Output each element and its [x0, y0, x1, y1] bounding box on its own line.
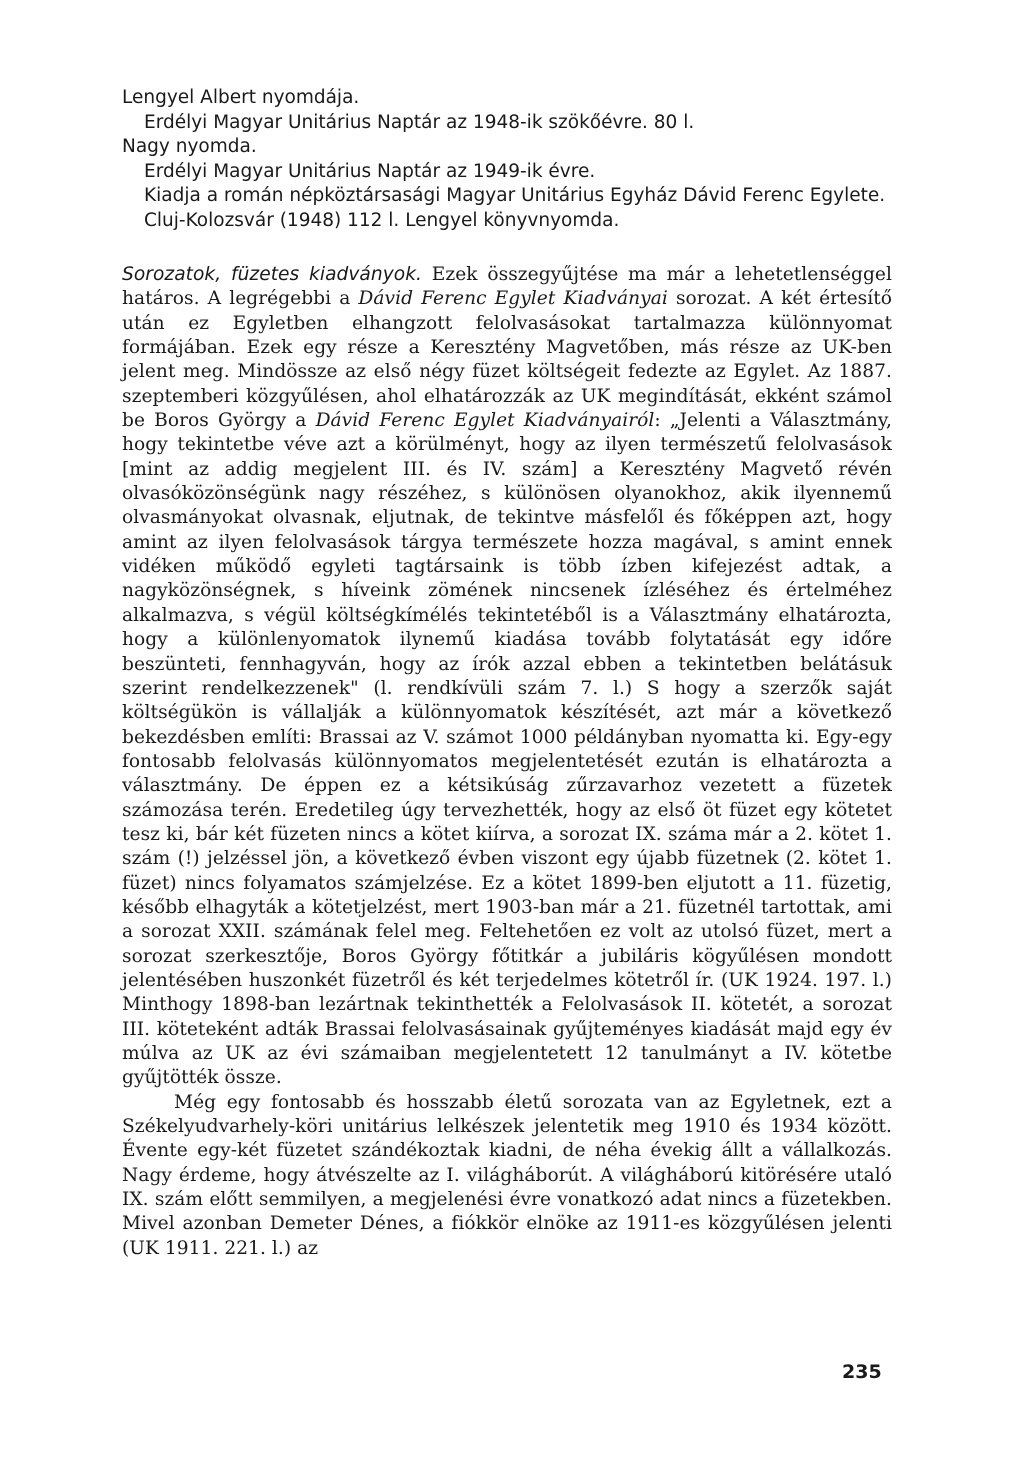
- section-heading: Sorozatok, füzetes kiadványok.: [122, 264, 422, 285]
- publisher-name: Nagy nyomda.: [122, 136, 257, 157]
- bibliography-entry: [122, 135, 892, 233]
- paragraph-text: : „Jelenti a Választmány, hogy tekintetbe véve azt a körülményt, hogy az ilyen természetű felolvasások [mint az addig megjelent III. és IV. szám] a Keresztény Magvető révén olvasóközönségünk nagy részéhez, s különösen olyanokhoz, akik ilyennemű olvasmányokat olvasnak, eljutnak, de tekintve másfelől és főképpen azt, hogy amint az ilyen felolvasások tárgya természete hozza magával, s amint ennek vidéken működő egyleti tagtársaink is több ízben kifejezést adtak, a nagyközönségnek, s híveink zömének nincsenek ízléséhez és értelméhez alkalmazva, s végül költségkímélés tekintetéből is a Választmány elhatározta, hogy a különlenyomatok ilynemű kiadása tovább folytatását egy időre beszünteti, fennhagyván, hogy az írók azzal ebben a tekintetben belátásuk szerint rendelkezzenek" (l. rendkívüli szám 7. l.) S hogy a szerzők saját költségükön is vállalják a különnyomatok készítését, azt már a következő bekezdésben említi: Brassai az V. számot 1000 példányban nyomatta ki. Egy-egy fontosabb felolvasás különnyomatos megjelentetését ezután is elhatározta a választmány. De éppen ez a kétsikúság zűrzavarhoz vezetett a füzetek számozása terén. Eredetileg úgy tervezhették, hogy az első öt füzet egy kötetet tesz ki, bár két füzeten nincs a kötet kiírva, a sorozat IX. száma már a 2. kötet 1. szám (!) jelzéssel jön, a következő évben viszont egy újabb füzetnek (2. kötet 1. füzet) nincs folyamatos számjelzése. Ez a kötet 1899-ben eljutott a 11. füzetig, később elhagyták a kötetjelzést, mert 1903-ban már a 21. füzetnél tartottak, ami a sorozat XXII. számának felel meg. Feltehetően ez volt az utolsó füzet, mert a sorozat szerkesztője, Boros György főtitkár a jubiláris kögyűlésen mondott jelentésében huszonkét füzetről és két terjedelmes kötetről ír. (UK 1924. 197. l.) Minthogy 1898-ban lezártnak tekinthették a Felolvasások II. kötetét, a sorozat III. köteteként adták Brassai felolvasásainak gyűjteményes kiadását majd egy év múlva az UK az évi számaiban megjelentetett 12 tanulmányt a IV. kötetbe gyűjtötték össze.: [122, 410, 892, 1089]
- entry-detail: Erdélyi Magyar Unitárius Naptár az 1948-ik szökőévre. 80 l.: [144, 111, 695, 133]
- paragraph-text: sorozat. A két értesítő után ez Egyletben elhangzott felolvasásokat tartalmazza különnyomat formájában. Ezek egy része a Keresztény Magvetőben, más része az UK-ben jelent meg. Mindössze az első négy füzet költségeit fedezte az Egylet. Az 1887. szeptemberi közgyűlésen, ahol elhatározzák az UK megindítását, ekként számol be Boros György a: [122, 288, 892, 432]
- page-number: 235: [842, 1361, 882, 1383]
- publisher-name: Lengyel Albert nyomdája.: [122, 87, 360, 108]
- entry-detail: Erdélyi Magyar Unitárius Naptár az 1949-ik évre.: [144, 160, 596, 182]
- bibliography-list: [122, 86, 892, 233]
- paragraph: Még egy fontosabb és hosszabb életű sorozata van az Egyletnek, ezt a Székelyudvarhely-köri unitárius lelkészek jelentetik meg 1910 és 1934 között. Évente egy-két füzetet szándékoztak kiadni, de néha évekig állt a vállalkozás. Nagy érdeme, hogy átvészelte az I. világháborút. A világháború kitörésére utaló IX. szám előtt semmilyen, a megjelenési évre vonatkozó adat nincs a füzetekben. Mivel azonban Demeter Dénes, a fiókkör elnöke az 1911-es közgyűlésen jelenti (UK 1911. 221. l.) az: [122, 1091, 892, 1259]
- paragraph: [122, 263, 892, 1091]
- entry-continuation: Kiadja a román népköztársasági Magyar Unitárius Egyház Dávid Ferenc Egylete. Cluj-Kolozsvár (1948) 112 l. Lengyel könyvnyomda.: [144, 185, 886, 231]
- paragraph-text: Ezek összegyűjtése ma már a lehetetlenséggel határos. A legrégebbi a: [122, 264, 892, 310]
- series-title: Dávid Ferenc Egylet Kiadványai: [358, 288, 668, 310]
- page-content: [122, 86, 892, 1261]
- series-section: [122, 263, 892, 1261]
- series-title: Dávid Ferenc Egylet Kiadványairól: [315, 410, 655, 432]
- bibliography-entry: [122, 86, 892, 135]
